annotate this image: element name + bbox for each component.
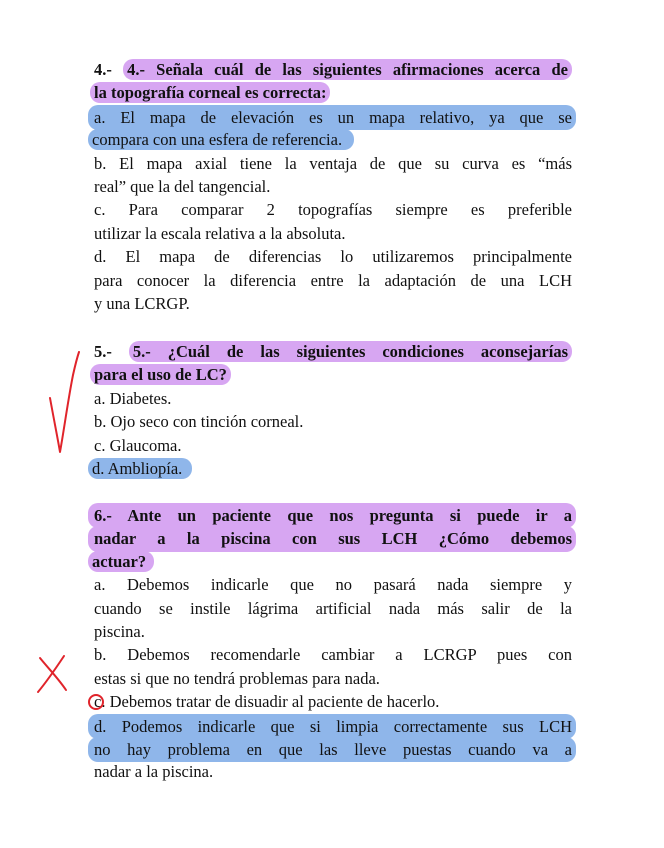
question-5-text-line2: para el uso de LC? (90, 364, 231, 385)
answer-6c-text: c. Debemos tratar de disuadir al paciente de hacerlo. (94, 692, 440, 712)
answer-4c-line2: utilizar la escala relativa a la absoluta. (94, 223, 346, 243)
answer-6d-line3: nadar a la piscina. (94, 762, 214, 782)
answer-6b-line1: b. Debemos recomendarle cambiar a LCRGP pues con (94, 645, 572, 665)
answer-5c: c. Glaucoma. (94, 435, 182, 455)
cross-mark-icon (38, 656, 66, 692)
answer-6a-line3: piscina. (94, 621, 145, 641)
question-4-text-line1: 4.- Señala cuál de las siguientes afirmaciones acerca de (123, 59, 572, 80)
question-number: 4.- (94, 60, 124, 79)
question-6-text-line1: 6.- Ante un paciente que nos pregunta si puede ir a (88, 503, 576, 528)
question-5-text-line1: 5.- ¿Cuál de las siguientes condiciones aconsejarías (129, 341, 572, 362)
answer-4b-line2: real” que la del tangencial. (94, 176, 271, 196)
question-6-text-line2: nadar a la piscina con sus LCH ¿Cómo debemos (88, 526, 576, 551)
answer-4a-text-2: compara con una esfera de referencia. (88, 129, 354, 150)
answer-6d-text-2: no hay problema en que las lleve puestas cuando va a (88, 737, 576, 762)
check-mark-icon (50, 352, 79, 452)
answer-6d-text-1: d. Podemos indicarle que si limpia correctamente sus LCH (88, 714, 576, 739)
question-number: 5.- (94, 342, 129, 361)
answer-4c-line1: c. Para comparar 2 topografías siempre es preferible (94, 200, 572, 220)
answer-6a-line2: cuando se instile lágrima artificial nada más salir de la (94, 598, 572, 618)
answer-5d-text: d. Ambliopía. (88, 458, 192, 479)
question-6-text-line3: actuar? (88, 551, 154, 572)
answer-4b-line1: b. El mapa axial tiene la ventaja de que su curva es “más (94, 153, 572, 173)
answer-4d-line3: y una LCRGP. (94, 293, 190, 313)
answer-5a: a. Diabetes. (94, 388, 172, 408)
question-4-text-line2: la topografía corneal es correcta: (90, 82, 330, 103)
answer-4d-line2: para conocer la diferencia entre la adaptación de una LCH (94, 270, 572, 290)
answer-6a-line1: a. Debemos indicarle que no pasará nada siempre y (94, 575, 572, 595)
answer-4d-line1: d. El mapa de diferencias lo utilizaremos principalmente (94, 247, 572, 267)
answer-4a-text-1: a. El mapa de elevación es un mapa relativo, ya que se (88, 105, 576, 130)
answer-5b: b. Ojo seco con tinción corneal. (94, 412, 304, 432)
answer-6b-line2: estas si que no tendrá problemas para nada. (94, 668, 380, 688)
